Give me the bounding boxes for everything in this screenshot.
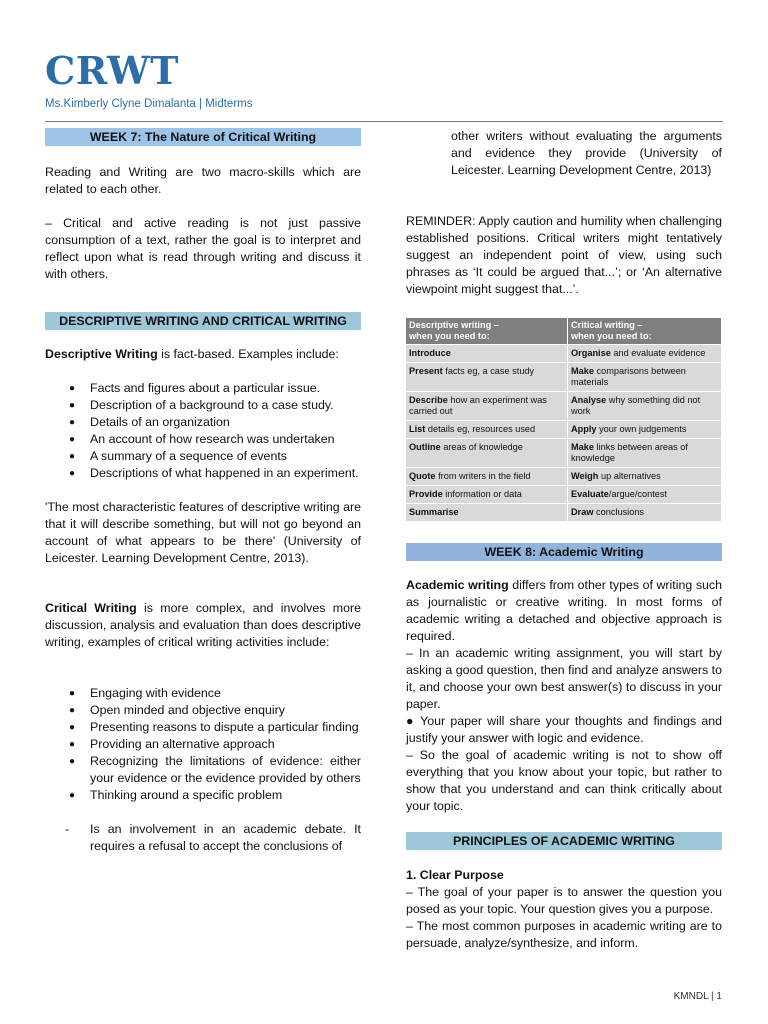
table-row: Present facts eg, a case study Make comparisons between materials [406,363,722,392]
table-row: Introduce Organise and evaluate evidence [406,345,722,363]
academic-paragraph-2: – In an academic writing assignment, you will start by asking a good question, then find and analyze answers to it, and choose your own best answer(s) to discuss in your paper. [406,646,722,711]
list-item: ● Open minded and objective enquiry [90,702,361,719]
academic-paragraph-3: ● Your paper will share your thoughts and findings and justify your answer with logic and evidence. [406,714,722,745]
list-item: ● Recognizing the limitations of evidence: either your evidence or the evidence provided by others [90,753,361,787]
critical-intro [45,600,361,651]
table-row: Quote from writers in the field Weigh up alternatives [406,468,722,486]
list-item: ● Details of an organization [90,414,361,431]
academic-intro-text: differs from other types of writing such as journalistic or creative writing. In most forms of academic writing a detached and objective approach is required. [406,578,722,643]
week7-heading: WEEK 7: The Nature of Critical Writing [45,128,361,146]
right-column [406,128,722,952]
descriptive-intro [45,346,361,363]
descriptive-intro-text: is fact-based. Examples include: [157,347,339,361]
descriptive-list [45,380,361,482]
principles-heading: PRINCIPLES OF ACADEMIC WRITING [406,832,722,850]
continuation-text: other writers without evaluating the arguments and evidence they provide (University of Leicester. Learning Development Centre, 2013) [451,129,722,177]
academic-paragraph-1 [406,577,722,645]
list-item: ● Engaging with evidence [90,685,361,702]
reminder-paragraph: REMINDER: Apply caution and humility when challenging established positions. Critical writers might tentatively suggest an independent point of view, using such phrases as ‘It could be argued that...’; or ‘An alternative viewpoint might suggest that...’. [406,214,722,296]
document-subtitle: Ms.Kimberly Clyne Dimalanta | Midterms [45,98,253,110]
table-row: Outline areas of knowledge Make links between areas of knowledge [406,439,722,468]
table-row: Summarise Draw conclusions [406,504,722,522]
list-item: ● Providing an alternative approach [90,736,361,753]
table-header-critical: Critical writing – when you need to: [568,318,722,345]
list-item: - Is an involvement in an academic debate. It requires a refusal to accept the conclusions of [90,821,361,855]
descriptive-critical-heading: DESCRIPTIVE WRITING AND CRITICAL WRITING [45,312,361,330]
document-title: CRWT [45,48,179,93]
intro-paragraph-2: – Critical and active reading is not just passive consumption of a text, rather the goal is to interpret and reflect upon what is read through writing and discuss it with others. [45,216,361,281]
list-item: ● Presenting reasons to dispute a particular finding [90,719,361,736]
intro-paragraph-1: Reading and Writing are two macro-skills which are related to each other. [45,165,361,196]
list-item: ● Thinking around a specific problem [90,787,361,804]
descriptive-quote: 'The most characteristic features of descriptive writing are that it will describe something, but will not go beyond an account of what appears to be there' (University of Leicester. Learning Development Centre, 2013). [45,500,361,565]
list-item: ● A summary of a sequence of events [90,448,361,465]
critical-intro-text: is more complex, and involves more discussion, analysis and evaluation than does descriptive writing, examples of critical writing activities include: [45,601,361,649]
page-footer: KMNDL | 1 [673,991,722,1002]
left-column [45,128,361,855]
list-item: ● Facts and figures about a particular issue. [90,380,361,397]
clear-purpose-heading: 1. Clear Purpose [406,868,504,882]
descriptive-term: Descriptive Writing [45,347,158,361]
clear-purpose-paragraph-1: – The goal of your paper is to answer the question you posed as your topic. Your question gives you a purpose. [406,885,722,916]
header-rule [45,121,723,122]
dash-list [45,821,361,855]
table-row: Provide information or data Evaluate/argue/contest [406,486,722,504]
clear-purpose-paragraph-2: – The most common purposes in academic writing are to persuade, analyze/synthesize, and inform. [406,919,722,950]
critical-list [45,685,361,804]
table-row: Describe how an experiment was carried out Analyse why something did not work [406,392,722,421]
list-item: ● Descriptions of what happened in an experiment. [90,465,361,482]
academic-term: Academic writing [406,578,509,592]
academic-paragraph-4: – So the goal of academic writing is not to show off everything that you know about your topic, but rather to show that you understand and can think critically about your topic. [406,748,722,813]
list-item: ● An account of how research was undertaken [90,431,361,448]
table-row: List details eg, resources used Apply your own judgements [406,421,722,439]
week8-heading: WEEK 8: Academic Writing [406,543,722,561]
list-item: ● Description of a background to a case study. [90,397,361,414]
comparison-table [406,318,722,521]
critical-term: Critical Writing [45,601,137,615]
table-header-descriptive: Descriptive writing – when you need to: [406,318,568,345]
